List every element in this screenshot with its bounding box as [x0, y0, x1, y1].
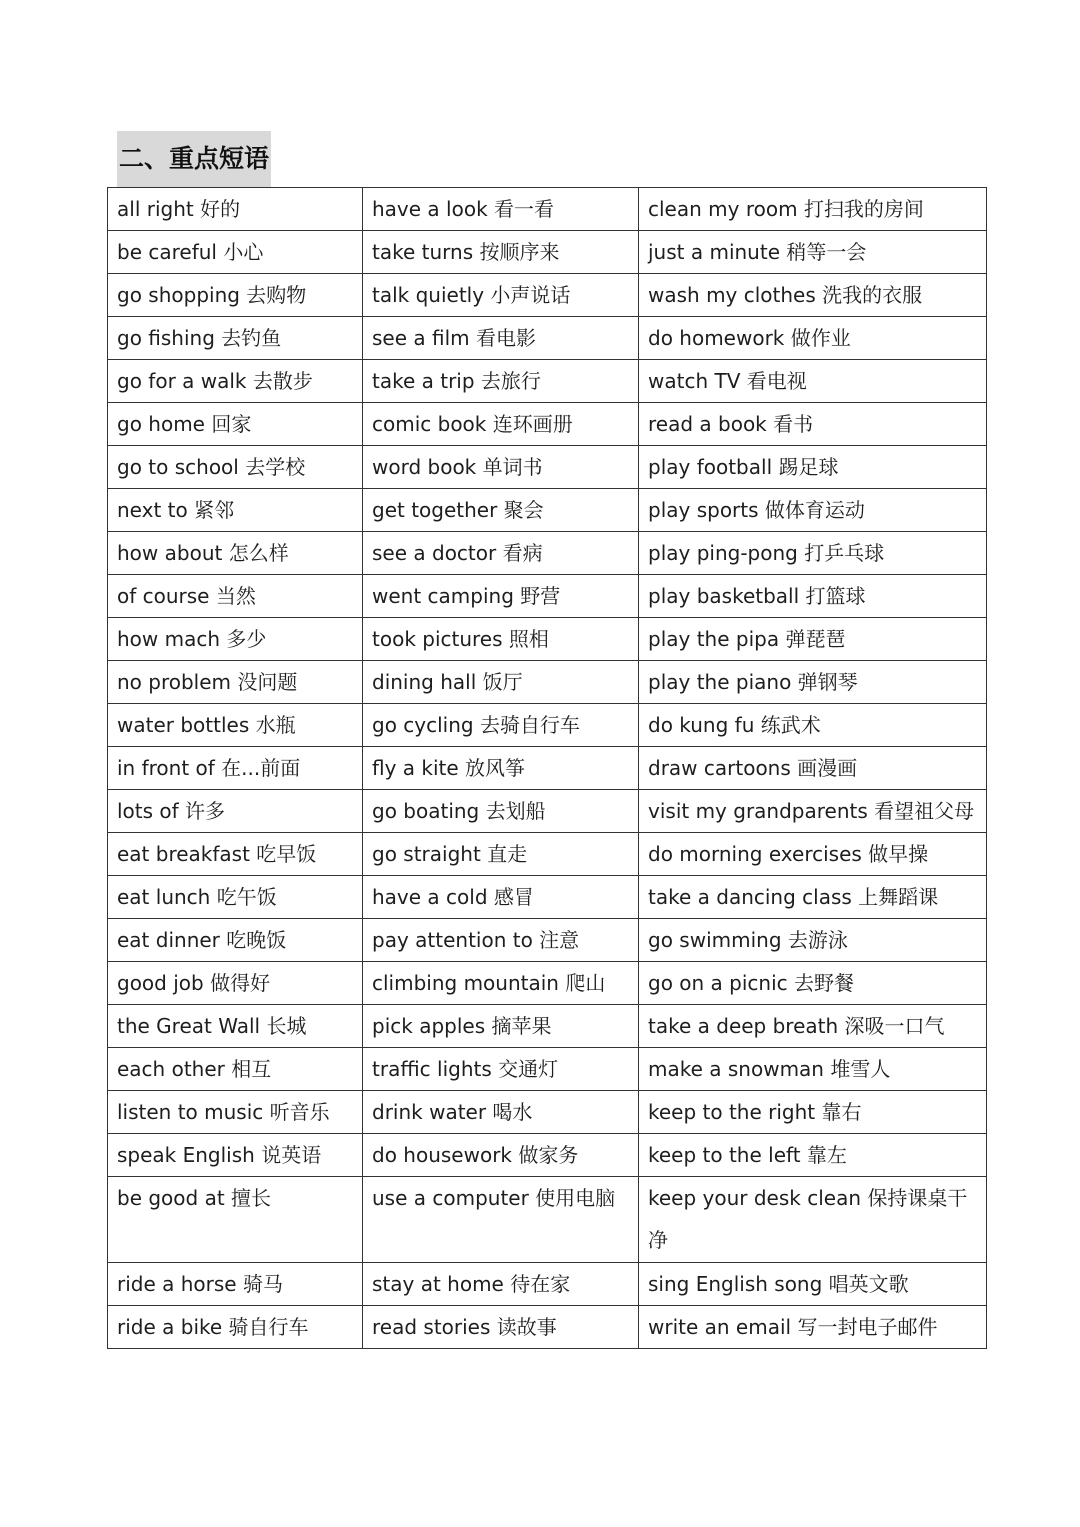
phrase-cell: keep to the right 靠右 — [639, 1091, 987, 1134]
phrase-cell: wash my clothes 洗我的衣服 — [639, 274, 987, 317]
phrase-cell: each other 相互 — [108, 1048, 363, 1091]
table-row — [108, 231, 987, 274]
phrase-cell: use a computer 使用电脑 — [363, 1177, 639, 1263]
phrase-cell: go cycling 去骑自行车 — [363, 704, 639, 747]
phrase-cell: watch TV 看电视 — [639, 360, 987, 403]
table-row — [108, 575, 987, 618]
table-row — [108, 360, 987, 403]
phrase-cell: stay at home 待在家 — [363, 1263, 639, 1306]
phrase-cell: sing English song 唱英文歌 — [639, 1263, 987, 1306]
phrase-cell: do housework 做家务 — [363, 1134, 639, 1177]
phrase-cell: take a dancing class 上舞蹈课 — [639, 876, 987, 919]
phrase-cell: read a book 看书 — [639, 403, 987, 446]
table-row — [108, 446, 987, 489]
table-row — [108, 747, 987, 790]
phrase-cell: play the piano 弹钢琴 — [639, 661, 987, 704]
phrase-cell: drink water 喝水 — [363, 1091, 639, 1134]
phrase-cell: ride a horse 骑马 — [108, 1263, 363, 1306]
phrase-cell: play ping-pong 打乒乓球 — [639, 532, 987, 575]
phrase-cell: see a film 看电影 — [363, 317, 639, 360]
phrase-cell: do kung fu 练武术 — [639, 704, 987, 747]
table-row — [108, 661, 987, 704]
section-heading: 二、重点短语 — [117, 131, 271, 187]
phrase-cell: play basketball 打篮球 — [639, 575, 987, 618]
phrase-cell: no problem 没问题 — [108, 661, 363, 704]
phrase-cell: go on a picnic 去野餐 — [639, 962, 987, 1005]
phrase-cell: of course 当然 — [108, 575, 363, 618]
table-row — [108, 876, 987, 919]
phrase-cell: went camping 野营 — [363, 575, 639, 618]
table-row — [108, 532, 987, 575]
phrase-cell: take a deep breath 深吸一口气 — [639, 1005, 987, 1048]
phrase-table — [107, 187, 987, 1349]
phrase-cell: pay attention to 注意 — [363, 919, 639, 962]
phrase-cell: play the pipa 弹琵琶 — [639, 618, 987, 661]
phrase-cell: eat dinner 吃晚饭 — [108, 919, 363, 962]
table-row — [108, 618, 987, 661]
phrase-cell: traffic lights 交通灯 — [363, 1048, 639, 1091]
phrase-cell: took pictures 照相 — [363, 618, 639, 661]
phrase-cell: take a trip 去旅行 — [363, 360, 639, 403]
table-row — [108, 489, 987, 532]
phrase-cell: how about 怎么样 — [108, 532, 363, 575]
phrase-cell: go home 回家 — [108, 403, 363, 446]
phrase-cell: eat breakfast 吃早饭 — [108, 833, 363, 876]
phrase-cell: pick apples 摘苹果 — [363, 1005, 639, 1048]
phrase-cell: go swimming 去游泳 — [639, 919, 987, 962]
phrase-cell: the Great Wall 长城 — [108, 1005, 363, 1048]
phrase-cell: go fishing 去钓鱼 — [108, 317, 363, 360]
phrase-cell: go boating 去划船 — [363, 790, 639, 833]
table-row — [108, 1005, 987, 1048]
table-row — [108, 1091, 987, 1134]
phrase-cell: take turns 按顺序来 — [363, 231, 639, 274]
table-row — [108, 1134, 987, 1177]
phrase-cell: how mach 多少 — [108, 618, 363, 661]
table-row — [108, 1306, 987, 1349]
table-row — [108, 1263, 987, 1306]
phrase-cell: make a snowman 堆雪人 — [639, 1048, 987, 1091]
phrase-cell: ride a bike 骑自行车 — [108, 1306, 363, 1349]
phrase-cell: climbing mountain 爬山 — [363, 962, 639, 1005]
phrase-cell: be careful 小心 — [108, 231, 363, 274]
phrase-cell: listen to music 听音乐 — [108, 1091, 363, 1134]
phrase-cell: do morning exercises 做早操 — [639, 833, 987, 876]
table-row — [108, 1177, 987, 1263]
phrase-cell: write an email 写一封电子邮件 — [639, 1306, 987, 1349]
phrase-cell: talk quietly 小声说话 — [363, 274, 639, 317]
phrase-cell: have a cold 感冒 — [363, 876, 639, 919]
phrase-cell: eat lunch 吃午饭 — [108, 876, 363, 919]
phrase-cell: dining hall 饭厅 — [363, 661, 639, 704]
table-row — [108, 274, 987, 317]
phrase-cell: play sports 做体育运动 — [639, 489, 987, 532]
phrase-cell: fly a kite 放风筝 — [363, 747, 639, 790]
phrase-cell: word book 单词书 — [363, 446, 639, 489]
table-row — [108, 403, 987, 446]
table-row — [108, 919, 987, 962]
table-row — [108, 317, 987, 360]
phrase-cell: read stories 读故事 — [363, 1306, 639, 1349]
phrase-cell: draw cartoons 画漫画 — [639, 747, 987, 790]
table-row — [108, 790, 987, 833]
phrase-cell: comic book 连环画册 — [363, 403, 639, 446]
phrase-cell: have a look 看一看 — [363, 188, 639, 231]
phrase-cell: next to 紧邻 — [108, 489, 363, 532]
table-row — [108, 1048, 987, 1091]
phrase-cell: go straight 直走 — [363, 833, 639, 876]
phrase-cell: go shopping 去购物 — [108, 274, 363, 317]
phrase-cell: go for a walk 去散步 — [108, 360, 363, 403]
phrase-cell: do homework 做作业 — [639, 317, 987, 360]
phrase-cell: get together 聚会 — [363, 489, 639, 532]
table-row — [108, 833, 987, 876]
phrase-cell: play football 踢足球 — [639, 446, 987, 489]
phrase-cell: keep your desk clean 保持课桌干净 — [639, 1177, 987, 1263]
phrase-cell: be good at 擅长 — [108, 1177, 363, 1263]
phrase-cell: in front of 在...前面 — [108, 747, 363, 790]
phrase-cell: clean my room 打扫我的房间 — [639, 188, 987, 231]
table-row — [108, 704, 987, 747]
phrase-cell: speak English 说英语 — [108, 1134, 363, 1177]
phrase-cell: all right 好的 — [108, 188, 363, 231]
phrase-cell: lots of 许多 — [108, 790, 363, 833]
phrase-cell: visit my grandparents 看望祖父母 — [639, 790, 987, 833]
table-row — [108, 962, 987, 1005]
phrase-cell: see a doctor 看病 — [363, 532, 639, 575]
phrase-cell: good job 做得好 — [108, 962, 363, 1005]
phrase-cell: go to school 去学校 — [108, 446, 363, 489]
phrase-cell: keep to the left 靠左 — [639, 1134, 987, 1177]
phrase-cell: water bottles 水瓶 — [108, 704, 363, 747]
table-row — [108, 188, 987, 231]
phrase-cell: just a minute 稍等一会 — [639, 231, 987, 274]
